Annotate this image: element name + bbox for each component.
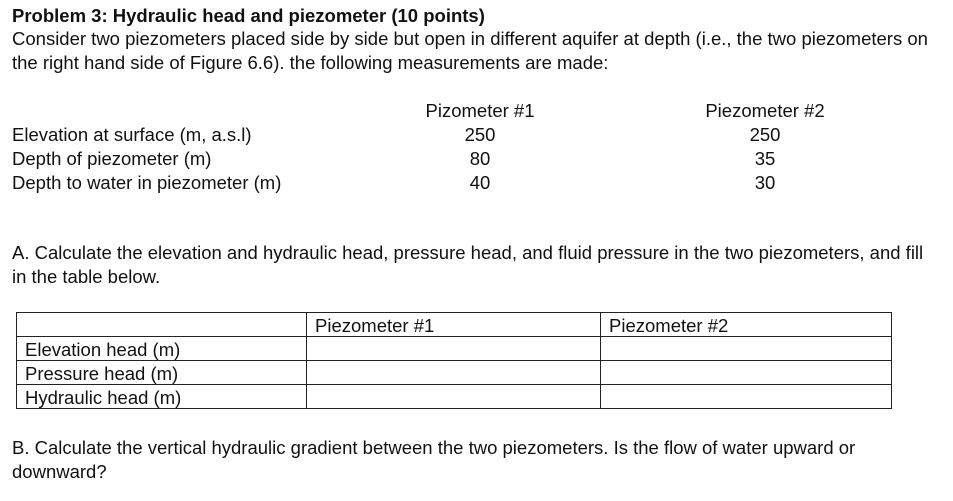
column-header: Piezometer #2 xyxy=(705,100,825,121)
answer-cell[interactable] xyxy=(601,361,892,385)
answer-cell[interactable] xyxy=(601,337,892,361)
measurement-label: Depth of piezometer (m) xyxy=(12,148,212,169)
measurement-value: 35 xyxy=(754,148,776,169)
part-a-paragraph: A. Calculate the elevation and hydraulic head, pressure head, and fluid pressure in the two piezometers, and fill in the table below. xyxy=(12,242,924,287)
measurement-value: 80 xyxy=(469,148,491,169)
row-label: Hydraulic head (m) xyxy=(17,385,307,409)
intro-paragraph: Consider two piezometers placed side by side but open in different aquifer at depth (i.e., the two piezometers on the right hand side of Figure 6.6). the following measurements are made: xyxy=(12,28,928,73)
measurement-value: 250 xyxy=(464,124,496,145)
row-label: Elevation head (m) xyxy=(17,337,307,361)
answer-cell[interactable] xyxy=(601,385,892,409)
table-row xyxy=(17,337,892,361)
answer-cell[interactable] xyxy=(307,385,601,409)
table-header-row xyxy=(17,313,892,337)
measurement-value: 40 xyxy=(469,172,491,193)
measurement-labels xyxy=(12,123,281,195)
measurement-value: 30 xyxy=(754,172,776,193)
table-row xyxy=(17,385,892,409)
problem-title: Problem 3: Hydraulic head and piezometer (10 points) xyxy=(12,5,485,26)
column-header: Pizometer #1 xyxy=(425,100,535,121)
table-header-cell: Piezometer #2 xyxy=(601,313,892,337)
answer-table xyxy=(16,312,892,409)
row-label: Pressure head (m) xyxy=(17,361,307,385)
measurement-label: Depth to water in piezometer (m) xyxy=(12,172,282,193)
measurement-label: Elevation at surface (m, a.s.l) xyxy=(12,124,252,145)
measurement-value: 250 xyxy=(749,124,781,145)
piezometer-2-column xyxy=(680,99,850,195)
table-row xyxy=(17,361,892,385)
piezometer-1-column xyxy=(400,99,560,195)
table-header-cell: Piezometer #1 xyxy=(307,313,601,337)
part-b-paragraph: B. Calculate the vertical hydraulic gradient between the two piezometers. Is the flow of water upward or downward? xyxy=(12,437,856,482)
answer-cell[interactable] xyxy=(307,337,601,361)
table-header-cell xyxy=(17,313,307,337)
answer-cell[interactable] xyxy=(307,361,601,385)
